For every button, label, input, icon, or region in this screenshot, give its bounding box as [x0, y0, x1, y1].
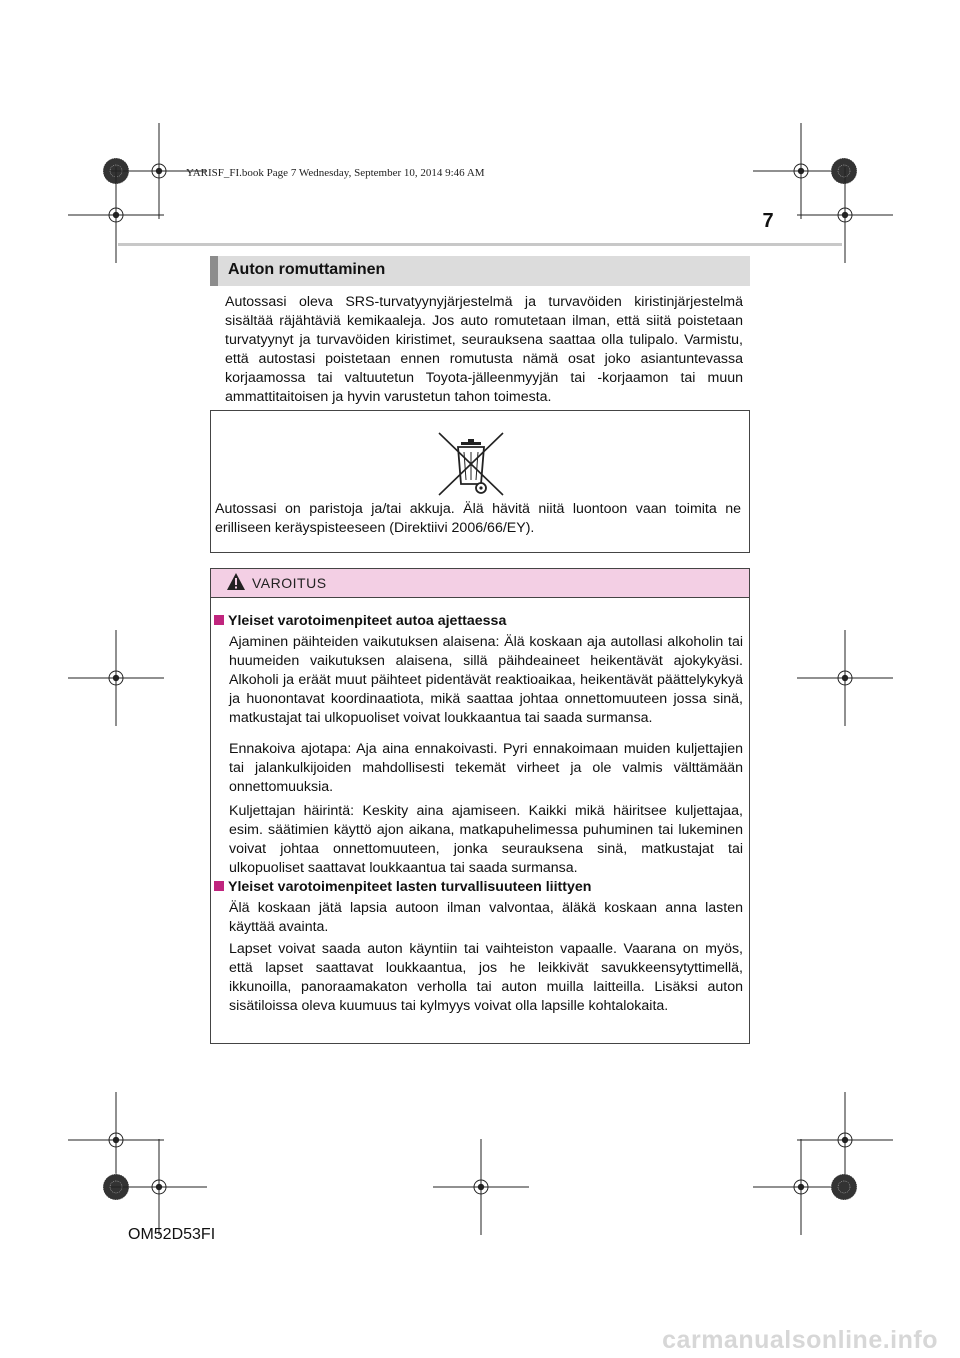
header-rule	[118, 243, 842, 246]
warning-triangle-icon	[226, 572, 246, 591]
warning-paragraph: Älä koskaan jätä lapsia autoon ilman valvontaa, äläkä koskaan anna lasten käyttää avainta.	[229, 900, 743, 935]
warning-label: VAROITUS	[252, 575, 327, 591]
file-header: YARISF_FI.book Page 7 Wednesday, September 10, 2014 9:46 AM	[186, 167, 485, 179]
document-code: OM52D53FI	[128, 1226, 216, 1243]
warning-section-heading: Yleiset varotoimenpiteet autoa ajettaessa	[214, 612, 506, 631]
bullet-square-icon	[214, 881, 224, 891]
section-paragraph: Autossasi oleva SRS-turvatyynyjärjestelmä ja turvavöiden kiristinjärjestelmä sisältää räjähtäviä kemikaaleja. Jos auto romutetaan ilman, että siitä poistetaan turvatyynyt ja turvavöiden kiristimet, seurauksena saattaa olla tulipalo. Varmistu, että autostasi poistetaan ennen romutusta nämä osat joko asiantuntevassa korjaamossa tai valtuutetun Toyota-jälleenmyyjän tai -korjaamon tai muun ammattitaitoisen ja hyvin varustetun tahon toimesta.	[225, 294, 743, 405]
bullet-square-icon	[214, 615, 224, 625]
warning-paragraph: Kuljettajan häirintä: Keskity aina ajamiseen. Kaikki mikä häiritsee kuljettajaa, esim. säätimien käyttö ajon aikana, matkapuhelimessa puhuminen tai lukeminen voivat johtaa onnettomuuteen, jonka seurauksena sinä, matkustajat tai ulkopuoliset saattavat loukkaantua tai saada surmansa.	[229, 803, 743, 876]
battery-notice-text: Autossasi on paristoja ja/tai akkuja. Älä hävitä niitä luontoon vaan toimita ne erilliseen keräyspisteeseen (Direktiivi 2006/66/EY).	[215, 501, 741, 536]
crossed-out-wheelie-bin-icon	[436, 430, 506, 498]
warning-paragraph: Ajaminen päihteiden vaikutuksen alaisena: Älä koskaan aja autollasi alkoholin tai huumeiden vaikutuksen alaisena, sillä päihdeaineet heikentävät ajokykyäsi. Alkoholi ja eräät muut päihteet pidentävät reaktioaikaa, heikentävät päättelykykyä ja huonontavat koordinaatiota, mikä saattaa johtaa onnettomuuteen jossa sinä, matkustajat tai ulkopuoliset voivat loukkaantua tai saada surmansa.	[229, 634, 743, 726]
section-title: Auton romuttaminen	[228, 261, 386, 278]
watermark	[0, 1320, 960, 1358]
section-heading	[210, 256, 750, 286]
warning-paragraph: Ennakoiva ajotapa: Aja aina ennakoivasti. Pyri ennakoimaan muiden kuljettajien tai jalankulkijoiden mahdollisesti tekemät virheet ja ole valmis välttämään onnettomuuksia.	[229, 741, 743, 795]
warning-paragraph: Lapset voivat saada auton käyntiin tai vaihteiston vapaalle. Vaarana on myös, että lapset saattavat loukkaantua, jos he leikkivät savukkeensytyttimellä, ikkunoilla, panoraamakaton verholla tai auton muilla laitteilla. Lisäksi auton sisätiloissa oleva kuumuus tai kylmyys voivat olla lapsille kohtalokaita.	[229, 941, 743, 1014]
warning-section-heading: Yleiset varotoimenpiteet lasten turvallisuuteen liittyen	[214, 878, 591, 897]
watermark-text: carmanualsonline.info	[662, 1326, 938, 1354]
page-number: 7	[762, 210, 774, 232]
